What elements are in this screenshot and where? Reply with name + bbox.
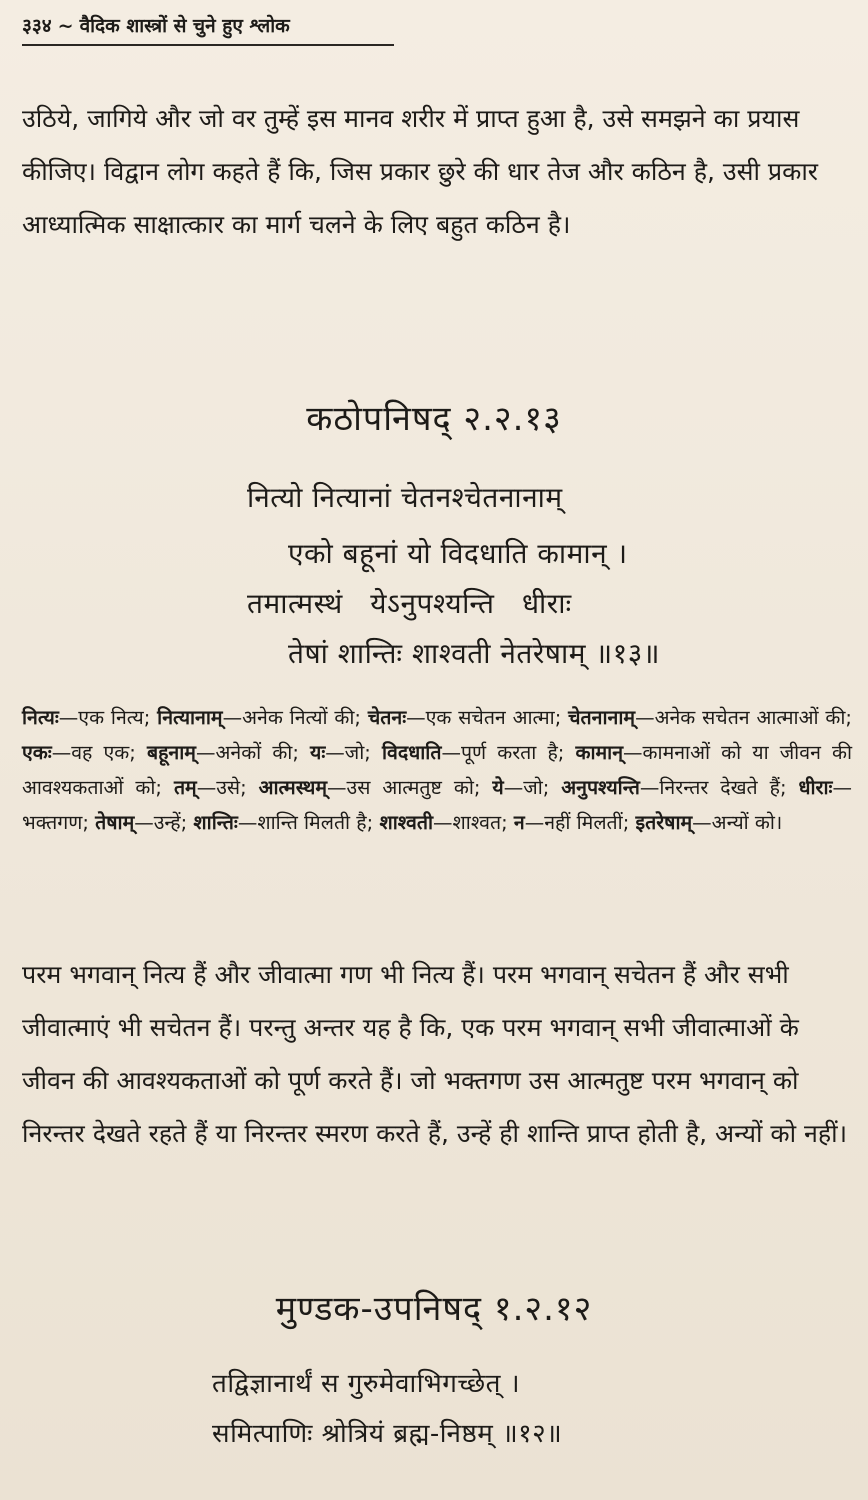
synonym-meaning: भक्तगण; bbox=[22, 811, 89, 834]
synonym-term: इतरेषाम् bbox=[635, 811, 693, 834]
synonym-term: शान्तिः bbox=[193, 811, 238, 834]
page-number: ३३४ bbox=[22, 15, 52, 37]
synonym-term: ये bbox=[492, 776, 504, 799]
verse-line: तमात्मस्थं येऽनुपश्यन्ति धीराः bbox=[247, 587, 572, 620]
synonym-dash: — bbox=[327, 776, 347, 799]
synonym-dash: — bbox=[832, 776, 852, 799]
synonym-dash: — bbox=[196, 776, 217, 799]
synonym-dash: — bbox=[433, 811, 453, 834]
synonym-term: आत्मस्थम् bbox=[258, 776, 328, 799]
synonym-meaning: एक नित्य; bbox=[78, 706, 151, 729]
synonym-term: धीराः bbox=[798, 776, 833, 799]
synonym-meaning: नहीं मिलतीं; bbox=[544, 811, 630, 834]
synonym-term: अनुपश्यन्ति bbox=[561, 776, 640, 799]
verse-line: समित्पाणिः श्रोत्रियं ब्रह्म-निष्ठम् ॥१२॥ bbox=[212, 1419, 563, 1449]
synonym-meaning: उन्हें; bbox=[153, 811, 188, 834]
synonym-term: नित्यः bbox=[22, 706, 59, 729]
synonym-meaning: शान्ति मिलती है; bbox=[257, 811, 374, 834]
intro-paragraph: उठिये, जागिये और जो वर तुम्हें इस मानव शरीर में प्राप्त हुआ है, उसे समझने का प्रयास कीजिए। विद्वान लोग कहते हैं कि, जिस प्रकार छुरे की धार तेज और कठिन है, उसी प्रकार आध्यात्मिक साक्षात्कार का मार्ग चलने के लिए बहुत कठिन है। bbox=[22, 104, 819, 239]
synonym-meaning: एक सचेतन आत्मा; bbox=[425, 706, 562, 729]
synonym-dash: — bbox=[51, 741, 72, 764]
synonym-meaning: कामनाओं को या जीवन की आवश्यकताओं को; bbox=[22, 741, 853, 799]
synonym-dash: — bbox=[524, 811, 545, 834]
synonym-dash: — bbox=[58, 706, 79, 729]
synonym-term: कामान् bbox=[575, 741, 624, 764]
verse-line: नित्यो नित्यानां चेतनश्चेतनानाम् bbox=[247, 481, 563, 514]
synonym-meaning: अनेकों की; bbox=[215, 741, 299, 764]
synonym-meaning: पूर्ण करता है; bbox=[460, 741, 565, 764]
synonym-meaning: अन्यों को। bbox=[711, 811, 783, 834]
synonym-meaning: अनेक नित्यों की; bbox=[242, 706, 362, 729]
synonym-dash: — bbox=[441, 741, 461, 764]
section-heading-kathopanishad: कठोपनिषद् २.२.१३ bbox=[306, 399, 562, 439]
synonym-term: चेतनः bbox=[367, 706, 407, 729]
synonym-dash: — bbox=[195, 741, 216, 764]
synonym-meaning: शाश्वत; bbox=[452, 811, 508, 834]
synonym-dash: — bbox=[503, 776, 524, 799]
synonym-dash: — bbox=[406, 706, 426, 729]
synonym-term: तेषाम् bbox=[95, 811, 135, 834]
synonym-dash: — bbox=[222, 706, 243, 729]
book-title: वैदिक शास्त्रों से चुने हुए श्लोक bbox=[79, 15, 290, 37]
running-head-separator: ~ bbox=[57, 15, 74, 37]
synonym-term: विदधाति bbox=[381, 741, 442, 764]
synonym-meaning: जो; bbox=[523, 776, 550, 799]
synonym-meaning: निरन्तर देखते हैं; bbox=[659, 776, 787, 799]
section-heading-mundaka: मुण्डक-उपनिषद् १.२.१२ bbox=[275, 1289, 593, 1329]
synonym-term: यः bbox=[310, 741, 326, 764]
verse-line: एको बहूनां यो विदधाति कामान् । bbox=[288, 537, 628, 570]
synonym-term: बहूनाम् bbox=[146, 741, 196, 764]
synonym-dash: — bbox=[237, 811, 258, 834]
synonym-term: एकः bbox=[22, 741, 52, 764]
synonyms-block bbox=[22, 700, 852, 840]
running-head bbox=[22, 12, 394, 46]
synonym-meaning: अनेक सचेतन आत्माओं की; bbox=[654, 706, 852, 729]
verse-line: तेषां शान्तिः शाश्वती नेतरेषाम् ॥१३॥ bbox=[288, 637, 661, 670]
synonym-term: शाश्वती bbox=[379, 811, 434, 834]
synonym-dash: — bbox=[134, 811, 154, 834]
synonym-dash: — bbox=[635, 706, 655, 729]
synonym-dash: — bbox=[623, 741, 643, 764]
synonym-meaning: जो; bbox=[344, 741, 371, 764]
synonym-term: नित्यानाम् bbox=[157, 706, 223, 729]
verse-line: तद्विज्ञानार्थं स गुरुमेवाभिगच्छेत् । bbox=[212, 1369, 521, 1399]
synonym-term: चेतनानाम् bbox=[568, 706, 636, 729]
synonym-dash: — bbox=[692, 811, 712, 834]
synonym-dash: — bbox=[325, 741, 345, 764]
synonym-term: तम् bbox=[173, 776, 197, 799]
synonym-meaning: उसे; bbox=[216, 776, 247, 799]
synonym-meaning: वह एक; bbox=[71, 741, 136, 764]
summary-paragraph: परम भगवान् नित्य हैं और जीवात्मा गण भी नित्य हैं। परम भगवान् सचेतन हैं और सभी जीवात्माएं भी सचेतन हैं। परन्तु अन्तर यह है कि, एक परम भगवान् सभी जीवात्माओं के जीवन की आवश्यकताओं को पूर्ण करते हैं। जो भक्तगण उस आत्मतुष्ट परम भगवान् को निरन्तर देखते रहते हैं या निरन्तर स्मरण करते हैं, उन्हें ही शान्ति प्राप्त होती है, अन्यों को नहीं। bbox=[22, 960, 848, 1148]
synonym-dash: — bbox=[639, 776, 660, 799]
synonym-term: न bbox=[513, 811, 525, 834]
synonym-meaning: उस आत्मतुष्ट को; bbox=[346, 776, 481, 799]
